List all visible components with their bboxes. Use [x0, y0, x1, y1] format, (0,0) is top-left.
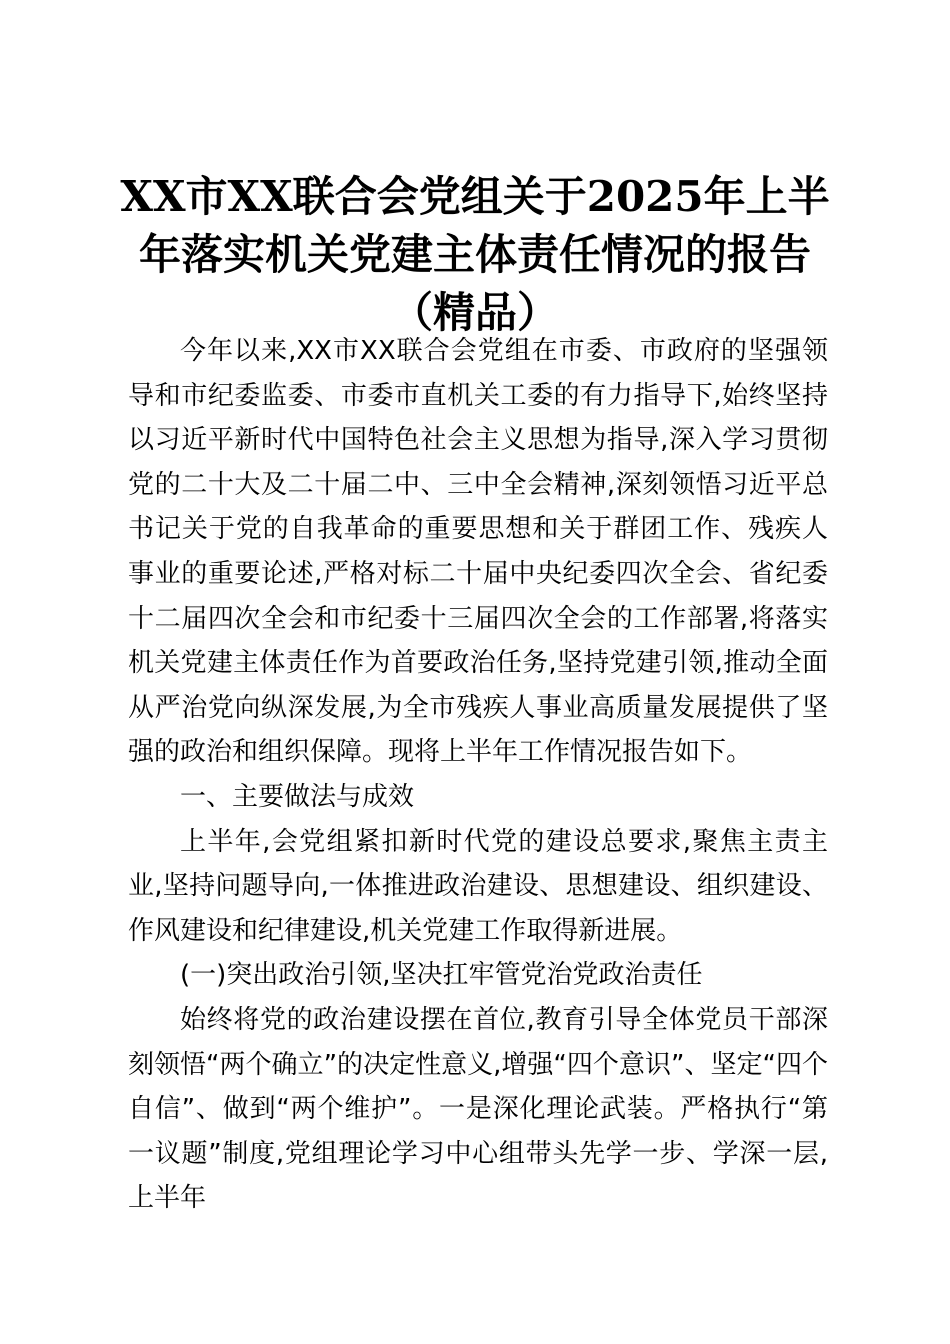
document-title: XX市XX联合会党组关于2025年上半年落实机关党建主体责任情况的报告（精品） [120, 172, 830, 337]
document-body [128, 329, 828, 1221]
section-summary-paragraph: 上半年,会党组紧扣新时代党的建设总要求,聚焦主责主业,坚持问题导向,一体推进政治建设、思想建设、组织建设、作风建设和纪律建设,机关党建工作取得新进展。 [128, 826, 828, 946]
intro-paragraph: 今年以来,XX市XX联合会党组在市委、市政府的坚强领导和市纪委监委、市委市直机关工委的有力指导下,始终坚持以习近平新时代中国特色社会主义思想为指导,深入学习贯彻党的二十大及二十届二中、三中全会精神,深刻领悟习近平总书记关于党的自我革命的重要思想和关于群团工作、残疾人事业的重要论述,严格对标二十届中央纪委四次全会、省纪委十二届四次全会和市纪委十三届四次全会的工作部署,将落实机关党建主体责任作为首要政治任务,坚持党建引领,推动全面从严治党向纵深发展,为全市残疾人事业高质量发展提供了坚强的政治和组织保障。现将上半年工作情况报告如下。 [128, 336, 828, 768]
political-building-paragraph: 始终将党的政治建设摆在首位,教育引导全体党员干部深刻领悟“两个确立”的决定性意义,增强“四个意识”、坚定“四个自信”、做到“两个维护”。一是深化理论武装。严格执行“第一议题”制度,党组理论学习中心组带头先学一步、学深一层,上半年 [128, 1004, 828, 1214]
subsection-heading-political-leadership: (一)突出政治引领,坚决扛牢管党治党政治责任 [180, 960, 703, 991]
section-heading-main-practices: 一、主要做法与成效 [180, 781, 415, 812]
